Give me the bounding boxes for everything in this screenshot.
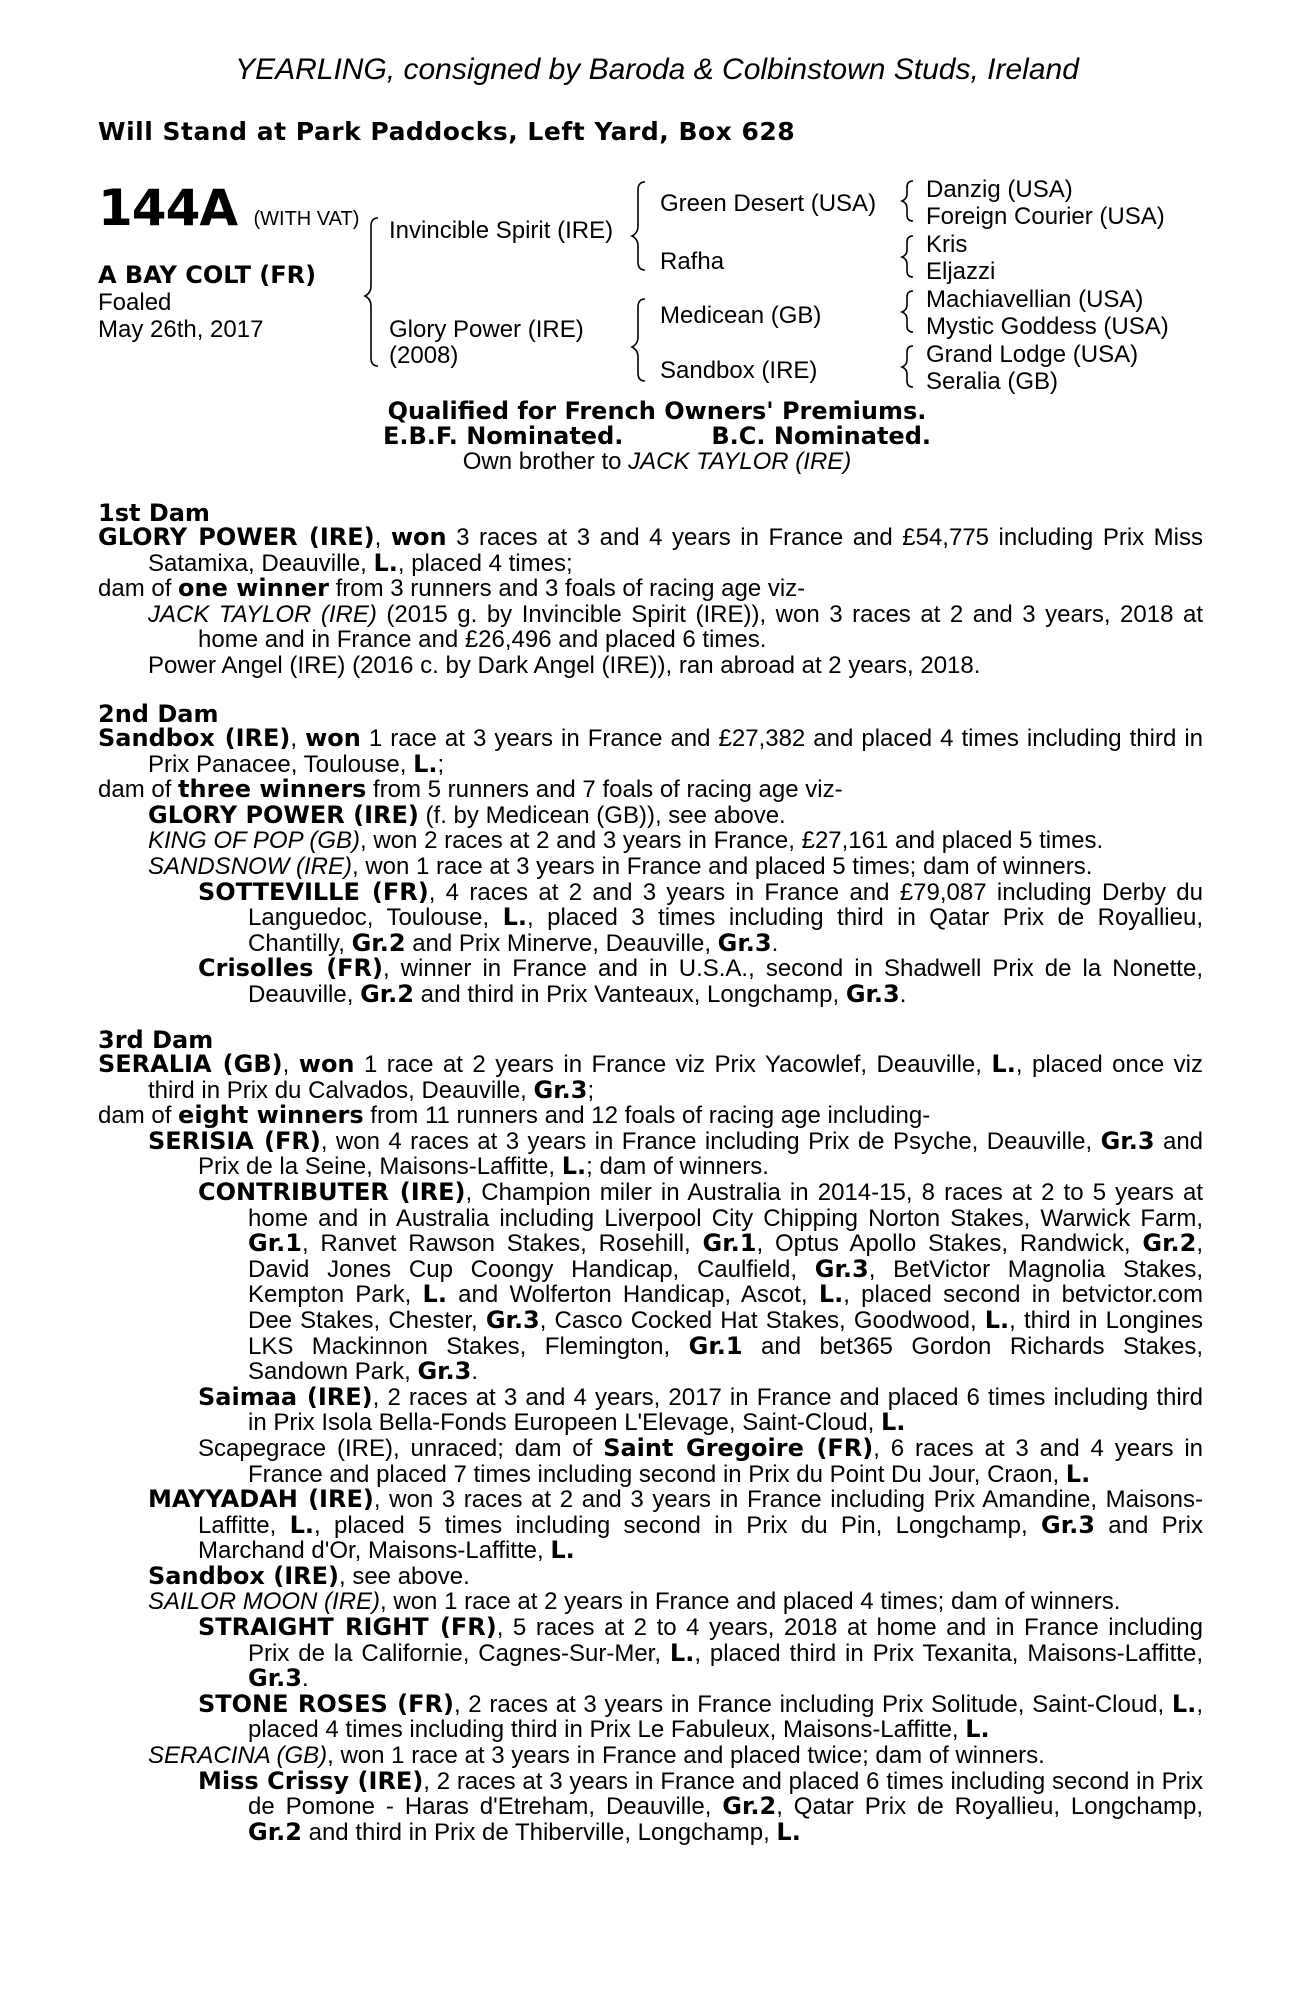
stand-location: Will Stand at Park Paddocks, Left Yard, Box 628 — [98, 117, 796, 146]
third-dam-grandfoal-saimaa: Saimaa (IRE), 2 races at 3 and 4 years, 2017 in France and placed 6 times including third in Prix Isola Bella-Fonds Europeen L'Elevage, Saint-Cloud, L. — [198, 1382, 1204, 1437]
pedigree-g4: Eljazzi — [926, 258, 996, 285]
third-dam-foal-seracina: SERACINA (GB), won 1 race at 3 years in France and placed twice; dam of winners. — [148, 1742, 1045, 1770]
bracket-g2 — [902, 236, 913, 277]
lot-number: 144A — [98, 179, 238, 237]
brother-note — [0, 449, 1314, 475]
second-dam-foal-1: GLORY POWER (IRE) (f. by Medicean (GB)), see above. — [148, 800, 786, 829]
bracket-g4 — [902, 346, 913, 387]
first-dam-foal-1: JACK TAYLOR (IRE) (2015 g. by Invincible Spirit (IRE)), won 3 races at 2 and 3 years, 2018 at home and in France and £26,496 and placed 6 times. — [148, 600, 1203, 654]
pedigree-g5: Machiavellian (USA) — [926, 286, 1144, 313]
pedigree-sire: Invincible Spirit (IRE) — [389, 217, 614, 244]
first-dam-record: GLORY POWER (IRE), won 3 races at 3 and 4 years in France and £54,775 including Prix Miss Satamixa, Deauville, L., placed 4 times; — [98, 523, 1203, 577]
third-dam-grandfoal-contributer: CONTRIBUTER (IRE), Champion miler in Australia in 2014-15, 8 races at 2 to 5 years at home and in Australia including Liverpool City Chipping Norton Stakes, Warwick Farm, Gr.1, Ranvet Rawson Stakes, Rosehill, Gr.1, Optus Apollo Stakes, Randwick, Gr.2, David Jones Cup Coongy Handicap, Caulfield, Gr.3, BetVictor Magnolia Stakes, Kempton Park, L. and Wolferton Handicap, Ascot, L., placed second in betvictor.com Dee Stakes, Chester, Gr.3, Casco Cocked Hat Stakes, Goodwood, L., third in Longines LKS Mackinnon Stakes, Flemington, Gr.1 and bet365 Gordon Richards Stakes, Sandown Park, Gr.3. — [198, 1177, 1204, 1386]
pedigree-dam-year: (2008) — [389, 342, 459, 369]
second-dam-grandfoal-2: Crisolles (FR), winner in France and in U.S.A., second in Shadwell Prix de la Nonette, Deauville, Gr.2 and third in Prix Vanteaux, Longchamp, Gr.3. — [198, 954, 1203, 1008]
foaled-date: May 26th, 2017 — [98, 316, 264, 343]
consignment-title: YEARLING, consigned by Baroda & Colbinstown Studs, Ireland — [235, 53, 1079, 86]
brother-prefix: Own brother to — [462, 448, 629, 475]
third-dam-foal-serisia: SERISIA (FR), won 4 races at 3 years in France including Prix de Psyche, Deauville, Gr.3 and Prix de la Seine, Maisons-Laffitte, L.; dam of winners. — [148, 1126, 1204, 1181]
second-dam-foal-3: SANDSNOW (IRE), won 1 race at 3 years in France and placed 5 times; dam of winners. — [148, 852, 1093, 880]
premiums-note: Qualified for French Owners' Premiums. — [387, 397, 927, 425]
third-dam-section — [98, 1052, 1203, 1845]
second-dam-grandfoal-1: SOTTEVILLE (FR), 4 races at 2 and 3 years in France and £79,087 including Derby du Languedoc, Toulouse, L., placed 3 times including third in Qatar Prix de Royallieu, Chantilly, Gr.2 and Prix Minerve, Deauville, Gr.3. — [198, 877, 1203, 957]
third-dam-produce: dam of eight winners from 11 runners and 12 foals of racing age including- — [98, 1101, 931, 1130]
third-dam-foal-mayyadah: MAYYADAH (IRE), won 3 races at 2 and 3 years in France including Prix Amandine, Maisons-Laffitte, L., placed 5 times including second in Prix du Pin, Longchamp, Gr.3 and Prix Marchand d'Or, Maisons-Laffitte, L. — [148, 1485, 1204, 1565]
brother-name: JACK TAYLOR (IRE) — [628, 448, 852, 475]
lot-description: A BAY COLT (FR) — [98, 261, 317, 289]
third-dam-grandfoal-scapegrace: Scapegrace (IRE), unraced; dam of Saint Gregoire (FR), 6 races at 3 and 4 years in France and placed 7 times including second in Prix du Point Du Jour, Craon, L. — [198, 1433, 1204, 1488]
bracket-sire — [632, 182, 645, 270]
second-dam-heading: 2nd Dam — [98, 700, 219, 728]
pedigree-dam-sire: Medicean (GB) — [660, 302, 822, 329]
pedigree-g7: Grand Lodge (USA) — [926, 341, 1139, 368]
third-dam-foal-sailor-moon: SAILOR MOON (IRE), won 1 race at 2 years in France and placed 4 times; dam of winners. — [148, 1588, 1121, 1616]
third-dam-grandfoal-stone-roses: STONE ROSES (FR), 2 races at 3 years in France including Prix Solitude, Saint-Cloud, L., placed 4 times including third in Prix Le Fabuleux, Maisons-Laffitte, L. — [198, 1689, 1203, 1744]
pedigree-dam: Glory Power (IRE) — [389, 316, 584, 343]
first-dam-heading: 1st Dam — [98, 499, 210, 527]
first-dam-section — [98, 525, 1203, 679]
pedigree-g8: Seralia (GB) — [926, 368, 1059, 395]
vat-note: (WITH VAT) — [253, 208, 360, 230]
second-dam-foal-2: KING OF POP (GB), won 2 races at 2 and 3 years in France, £27,161 and placed 5 times. — [148, 827, 1104, 855]
pedigree-g3: Kris — [926, 231, 968, 258]
first-dam-foal-2: Power Angel (IRE) (2016 c. by Dark Angel (IRE)), ran abroad at 2 years, 2018. — [148, 651, 981, 679]
second-dam-produce: dam of three winners from 5 runners and 7 foals of racing age viz- — [98, 775, 843, 804]
pedigree-g6: Mystic Goddess (USA) — [926, 313, 1169, 340]
bc-nominated: B.C. Nominated. — [711, 422, 932, 450]
third-dam-grandfoal-straight-right: STRAIGHT RIGHT (FR), 5 races at 2 to 4 years, 2018 at home and in France including Prix de la Californie, Cagnes-Sur-Mer, L., placed third in Prix Texanita, Maisons-Laffitte, Gr.3. — [198, 1613, 1203, 1693]
pedigree-g2: Foreign Courier (USA) — [926, 203, 1165, 230]
nominations-line — [0, 423, 1314, 449]
third-dam-grandfoal-miss-crissy: Miss Crissy (IRE), 2 races at 3 years in France and placed 6 times including second in Prix de Pomone - Haras d'Etreham, Deauville, Gr.2, Qatar Prix de Royallieu, Longchamp, Gr.2 and third in Prix de Thiberville, Longchamp, L. — [198, 1766, 1203, 1846]
second-dam-section — [98, 726, 1203, 1008]
third-dam-foal-sandbox: Sandbox (IRE), see above. — [148, 1561, 470, 1590]
bracket-g3 — [902, 291, 913, 332]
bracket-g1 — [902, 181, 913, 221]
third-dam-heading: 3rd Dam — [98, 1026, 214, 1054]
foaled-label: Foaled — [98, 289, 172, 316]
third-dam-record: SERALIA (GB), won 1 race at 2 years in France viz Prix Yacowlef, Deauville, L., placed once viz third in Prix du Calvados, Deauville, Gr.3; — [98, 1050, 1203, 1104]
bracket-gen1 — [365, 218, 378, 366]
first-dam-produce: dam of one winner from 3 runners and 3 foals of racing age viz- — [98, 574, 806, 603]
second-dam-record: Sandbox (IRE), won 1 race at 3 years in France and £27,382 and placed 4 times including third in Prix Panacee, Toulouse, L.; — [98, 724, 1204, 778]
pedigree-g1: Danzig (USA) — [926, 176, 1073, 203]
ebf-nominated: E.B.F. Nominated. — [382, 422, 624, 450]
pedigree-dam-dam: Sandbox (IRE) — [660, 357, 818, 384]
bracket-dam — [632, 299, 645, 381]
pedigree-sire-dam: Rafha — [660, 248, 725, 275]
pedigree-sire-sire: Green Desert (USA) — [660, 190, 877, 217]
